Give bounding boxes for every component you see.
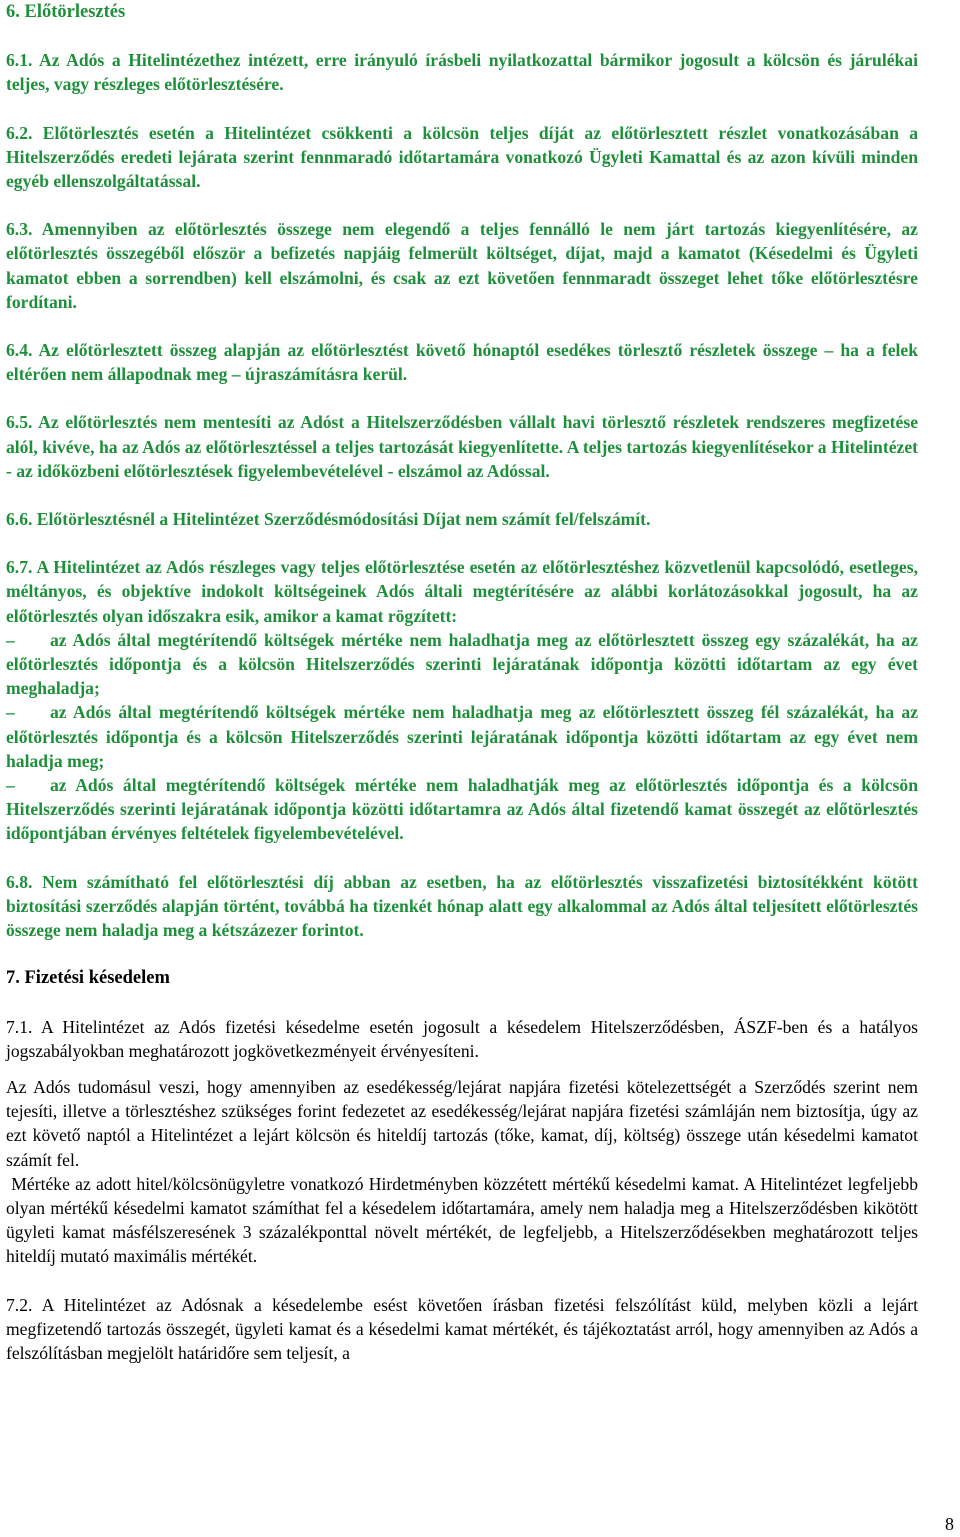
paragraph-6-4: 6.4. Az előtörlesztett összeg alapján az előtörlesztést követő hónaptól esedékes törlesztő részletek összege – ha a felek eltérően nem állapodnak meg – újraszámításra kerül. [6, 340, 918, 385]
dash-bullet: – [6, 629, 15, 650]
dash-item-1-text: az Adós által megtérítendő költségek mértéke nem haladhatja meg az előtörlesztett összeg egy százalékát, ha az előtörlesztés időpontja és a kölcsön Hitelszerződés szerinti lejáratának időpontja közötti időtartam az egy évet meghaladja; [6, 629, 918, 699]
dash-item-3 [6, 773, 918, 846]
dash-item-1 [6, 628, 918, 701]
dash-bullet: – [6, 702, 15, 723]
paragraph-6-2: 6.2. Előtörlesztés esetén a Hitelintézet csökkenti a kölcsön teljes díját az előtörlesztett részlet vonatkozásában a Hitelszerződés eredeti lejárata szerint fennmaradó időtartamára vonatkozó Ügyleti Kamattal és az azon kívüli minden egyéb ellenszolgáltatással. [6, 122, 918, 192]
paragraph-7-1-c: Mértéke az adott hitel/kölcsönügyletre vonatkozó Hirdetményben közzétett mértékű késedelmi kamat. A Hitelintézet legfeljebb olyan mértékű késedelmi kamatot számíthat fel a késedelem időtartamára, amely nem haladja meg a Hitelszerződésben kikötött ügyleti kamat másfélszeresének 3 százalékponttal növelt mértékét, de legfeljebb, a Hitelszerződésekben meghatározott teljes hiteldíj mutató maximális mértékét. [6, 1173, 923, 1267]
paragraph-7-2: 7.2. A Hitelintézet az Adósnak a késedelembe esést követően írásban fizetési felszólítást küld, melyben közli a lejárt megfizetendő tartozás összegét, ügyleti kamat és a késedelmi kamat mértékét, és tájékoztatást arról, hogy amennyiben az Adós a felszólításban megjelölt határidőre sem teljesít, a [6, 1294, 918, 1363]
paragraph-7-1: 7.1. A Hitelintézet az Adós fizetési késedelme esetén jogosult a késedelem Hitelszerződésben, ÁSZF-ben és a hatályos jogszabályokban meghatározott jogkövetkezményeit érvényesíteni. [6, 1016, 918, 1061]
paragraph-6-6: 6.6. Előtörlesztésnél a Hitelintézet Szerződésmódosítási Díjat nem számít fel/felszámít. [6, 509, 651, 530]
paragraph-6-3: 6.3. Amennyiben az előtörlesztés összege nem elegendő a teljes fennálló le nem járt tartozás kiegyenlítésére, az előtörlesztés összegéből először a befizetés napjáig felmerült költséget, díjat, majd a kamatot (Késedelmi és Ügyleti kamatot ebben a sorrendben) kell elszámolni, és csak az ezt követően fennmaradt összeget lehet tőke előtörlesztésre fordítani. [6, 219, 918, 312]
document-page [6, 0, 923, 1365]
paragraph-6-5-part-b: A teljes tartozás kiegyenlítésekor a Hitelintézet - az időközbeni előtörlesztések figyelembevételével - elszámol az Adóssal. [6, 436, 918, 481]
section-6-heading: 6. Előtörlesztés [6, 2, 126, 22]
paragraph-7-1-b: Az Adós tudomásul veszi, hogy amennyiben az esedékesség/lejárat napjára fizetési kötelezettségét a Szerződés szerint nem tejesíti, illetve a törlesztéshez szükséges forint fedezetet az esedékesség/lejárat napjára fizetési számláján nem biztosítja, úgy az ezt követő naptól a Hitelintézet a lejárt kölcsön és hiteldíj tartozás (tőke, kamat, díj, költség) összege után késedelmi kamatot számít fel. [6, 1076, 918, 1170]
section-7-heading: 7. Fizetési késedelem [6, 968, 170, 989]
paragraph-6-7: 6.7. A Hitelintézet az Adós részleges vagy teljes előtörlesztése esetén az előtörlesztéshez közvetlenül kapcsolódó, esetleges, méltányos, és objektíve indokolt költségeinek Adós általi megtérítésére az alábbi korlátozásokkal jogosult, ha az előtörlesztés olyan időszakra esik, amikor a kamat rögzített: [6, 557, 918, 626]
dash-item-3-text: az Adós által megtérítendő költségek mértéke nem haladhatják meg az előtörlesztés időpontja és a kölcsön Hitelszerződés szerinti lejáratának időpontja közötti időtartamra az Adós által fizetendő kamat összegét az előtörlesztés időpontjában érvényes feltételek figyelembevételével. [6, 775, 918, 844]
paragraph-6-8: 6.8. Nem számítható fel előtörlesztési díj abban az esetben, ha az előtörlesztés visszafizetési biztosítékként kötött biztosítási szerződés alapján történt, továbbá ha tizenkét hónap alatt egy alkalommal az Adós által teljesített előtörlesztés összege nem haladja meg a kétszázezer forintot. [6, 871, 918, 941]
dash-item-2 [6, 700, 918, 773]
paragraph-6-5 [6, 410, 918, 483]
page-number: 8 [945, 1514, 954, 1534]
dash-item-2-text: az Adós által megtérítendő költségek mértéke nem haladhatja meg az előtörlesztett összeg fél százalékát, ha az előtörlesztés időpontja és a kölcsön Hitelszerződés szerinti lejáratának időpontja közötti időtartam az egy évet nem haladja meg; [6, 702, 918, 771]
paragraph-6-1: 6.1. Az Adós a Hitelintézethez intézett, erre irányuló írásbeli nyilatkozattal bármikor jogosult a kölcsön és járulékai teljes, vagy részleges előtörlesztésére. [6, 50, 918, 95]
dash-bullet: – [6, 775, 15, 796]
paragraph-6-5-part-a: 6.5. Az előtörlesztés nem mentesíti az Adóst a Hitelszerződésben vállalt havi törlesztő részletek rendszeres megfizetése alól, kivéve, ha az Adós az előtörlesztéssel a teljes tartozását kiegyenlítette. [6, 412, 918, 457]
